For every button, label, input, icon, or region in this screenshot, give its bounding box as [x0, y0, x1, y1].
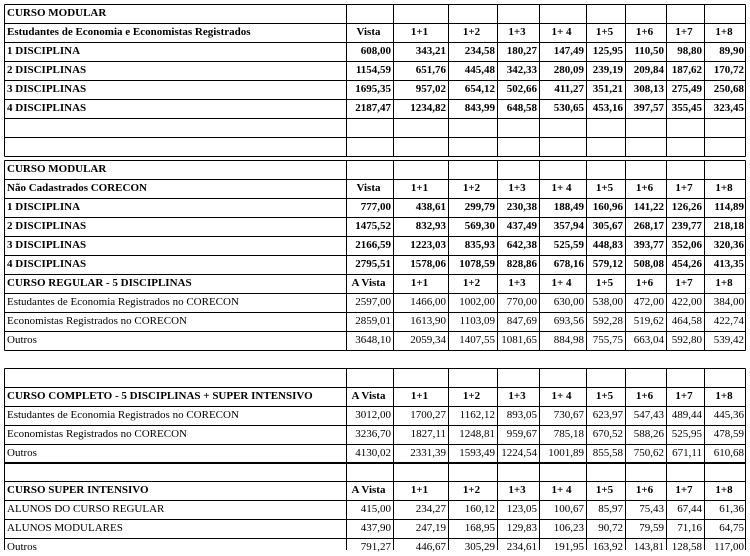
row-label: 3 DISCIPLINAS: [7, 239, 87, 251]
price-cell: 85,97: [598, 503, 623, 515]
price-cell: 250,68: [713, 83, 744, 95]
section-title: CURSO SUPER INTENSIVO: [7, 484, 149, 496]
price-cell: 160,12: [464, 503, 495, 515]
price-cell: 579,12: [592, 258, 623, 270]
price-cell: 129,83: [506, 522, 537, 534]
price-cell: 234,58: [464, 45, 495, 57]
price-cell: 791,27: [360, 541, 391, 553]
price-cell: 280,09: [553, 64, 584, 76]
price-cell: 2859,01: [355, 315, 391, 327]
column-header: 1+1: [410, 277, 429, 289]
price-cell: 1103,09: [459, 315, 495, 327]
price-cell: 884,98: [553, 334, 584, 346]
column-header: 1+ 4: [551, 182, 572, 194]
price-cell: 422,74: [713, 315, 744, 327]
price-cell: 608,00: [360, 45, 391, 57]
price-cell: 343,21: [415, 45, 446, 57]
price-cell: 230,38: [506, 201, 537, 213]
row-label: Economistas Registrados no CORECON: [7, 428, 187, 440]
price-cell: 1466,00: [410, 296, 446, 308]
price-cell: 218,18: [713, 220, 744, 232]
price-cell: 1223,03: [410, 239, 446, 251]
row-label: ALUNOS DO CURSO REGULAR: [7, 503, 165, 515]
column-header: 1+7: [675, 182, 693, 194]
price-cell: 437,90: [360, 522, 391, 534]
row-label: Economistas Registrados no CORECON: [7, 315, 187, 327]
price-cell: 855,58: [592, 447, 623, 459]
price-cell: 305,29: [464, 541, 495, 553]
column-header: 1+6: [635, 277, 654, 289]
price-cell: 117,00: [714, 541, 744, 553]
column-header: 1+ 4: [551, 277, 572, 289]
column-header: 1+7: [675, 390, 693, 402]
price-cell: 110,50: [634, 45, 664, 57]
price-cell: 828,86: [506, 258, 537, 270]
price-cell: 397,57: [633, 102, 664, 114]
price-cell: 893,05: [506, 409, 537, 421]
column-header: 1+2: [462, 484, 481, 496]
column-header: 1+8: [715, 182, 733, 194]
price-cell: 61,36: [719, 503, 744, 515]
column-header: 1+1: [410, 390, 429, 402]
price-cell: 4130,02: [355, 447, 391, 459]
price-cell: 770,00: [506, 296, 537, 308]
column-header: 1+6: [635, 26, 654, 38]
price-cell: 654,12: [464, 83, 495, 95]
price-cell: 143,81: [633, 541, 664, 553]
price-cell: 538,00: [592, 296, 623, 308]
price-cell: 357,94: [553, 220, 584, 232]
column-header: A Vista: [351, 484, 386, 496]
price-cell: 446,67: [415, 541, 446, 553]
column-header: A Vista: [351, 277, 386, 289]
price-cell: 530,65: [553, 102, 584, 114]
price-cell: 663,04: [633, 334, 664, 346]
price-cell: 209,84: [633, 64, 664, 76]
price-cell: 508,08: [633, 258, 664, 270]
row-label: 1 DISCIPLINA: [7, 201, 81, 213]
price-cell: 678,16: [553, 258, 584, 270]
price-cell: 323,45: [713, 102, 744, 114]
price-cell: 1475,52: [355, 220, 391, 232]
column-header: 1+8: [715, 390, 733, 402]
price-table: [4, 4, 746, 553]
column-header: 1+6: [635, 484, 654, 496]
price-cell: 191,95: [553, 541, 584, 553]
price-cell: 351,21: [592, 83, 623, 95]
column-header: 1+2: [462, 26, 481, 38]
price-cell: 502,66: [506, 83, 537, 95]
price-cell: 89,90: [719, 45, 744, 57]
price-cell: 642,38: [506, 239, 537, 251]
column-header: 1+7: [675, 26, 693, 38]
price-cell: 610,68: [713, 447, 744, 459]
price-cell: 750,62: [633, 447, 664, 459]
price-cell: 445,36: [713, 409, 744, 421]
price-cell: 98,80: [677, 45, 702, 57]
price-cell: 847,69: [506, 315, 537, 327]
price-cell: 125,95: [592, 45, 623, 57]
section-title: CURSO COMPLETO - 5 DISCIPLINAS + SUPER INTENSIVO: [7, 390, 313, 402]
price-cell: 239,19: [592, 64, 623, 76]
price-cell: 1407,55: [459, 334, 495, 346]
section-subtitle: Não Cadastrados CORECON: [7, 182, 147, 194]
row-label: 4 DISCIPLINAS: [7, 102, 87, 114]
column-header: A Vista: [351, 390, 386, 402]
price-cell: 163,92: [592, 541, 623, 553]
row-label: 2 DISCIPLINAS: [7, 220, 87, 232]
price-cell: 128,58: [671, 541, 702, 553]
price-cell: 355,45: [671, 102, 702, 114]
price-cell: 1224,54: [501, 447, 537, 459]
price-cell: 453,16: [592, 102, 623, 114]
price-cell: 1002,00: [459, 296, 495, 308]
price-cell: 547,43: [633, 409, 664, 421]
column-header: 1+6: [635, 182, 654, 194]
price-cell: 438,61: [415, 201, 446, 213]
price-cell: 2187,47: [355, 102, 391, 114]
price-cell: 1162,12: [459, 409, 495, 421]
section-title: CURSO REGULAR - 5 DISCIPLINAS: [7, 277, 192, 289]
price-cell: 835,93: [464, 239, 495, 251]
price-cell: 437,49: [506, 220, 537, 232]
column-header: 1+8: [715, 277, 733, 289]
price-cell: 648,58: [506, 102, 537, 114]
price-cell: 957,02: [415, 83, 446, 95]
price-cell: 959,67: [506, 428, 537, 440]
price-cell: 413,35: [713, 258, 744, 270]
price-cell: 188,49: [553, 201, 584, 213]
column-header: 1+6: [635, 390, 654, 402]
price-cell: 569,30: [464, 220, 495, 232]
price-cell: 411,27: [554, 83, 584, 95]
price-cell: 588,26: [633, 428, 664, 440]
price-cell: 630,00: [553, 296, 584, 308]
price-cell: 393,77: [633, 239, 664, 251]
price-cell: 384,00: [713, 296, 744, 308]
price-cell: 777,00: [360, 201, 391, 213]
price-cell: 170,72: [713, 64, 744, 76]
column-header: 1+ 4: [551, 484, 572, 496]
price-cell: 90,72: [598, 522, 623, 534]
column-header: 1+1: [410, 26, 429, 38]
price-cell: 525,95: [671, 428, 702, 440]
price-cell: 730,67: [553, 409, 584, 421]
price-cell: 1700,27: [410, 409, 446, 421]
price-cell: 2795,51: [355, 258, 391, 270]
price-cell: 489,44: [671, 409, 702, 421]
price-cell: 651,76: [415, 64, 446, 76]
price-cell: 106,23: [553, 522, 584, 534]
price-cell: 147,49: [553, 45, 584, 57]
column-header: 1+5: [595, 277, 614, 289]
column-header: 1+7: [675, 484, 693, 496]
price-cell: 519,62: [633, 315, 664, 327]
row-label: 4 DISCIPLINAS: [7, 258, 87, 270]
column-header: 1+5: [595, 26, 614, 38]
column-header: 1+3: [508, 277, 526, 289]
price-cell: 472,00: [633, 296, 664, 308]
price-cell: 2331,39: [410, 447, 446, 459]
price-cell: 234,27: [415, 503, 446, 515]
row-label: Outros: [7, 541, 37, 553]
price-cell: 71,16: [677, 522, 702, 534]
column-header: 1+8: [715, 26, 733, 38]
price-cell: 2166,59: [355, 239, 391, 251]
column-header: 1+5: [595, 182, 614, 194]
price-cell: 1154,59: [355, 64, 391, 76]
column-header: 1+2: [462, 277, 481, 289]
price-cell: 299,79: [464, 201, 495, 213]
column-header: 1+5: [595, 484, 614, 496]
price-cell: 478,59: [713, 428, 744, 440]
column-header: 1+3: [508, 484, 526, 496]
price-cell: 755,75: [592, 334, 623, 346]
price-cell: 671,11: [672, 447, 702, 459]
price-cell: 305,67: [592, 220, 623, 232]
price-cell: 160,96: [592, 201, 623, 213]
price-cell: 670,52: [592, 428, 623, 440]
price-cell: 3236,70: [355, 428, 391, 440]
price-cell: 832,93: [415, 220, 446, 232]
price-cell: 539,42: [713, 334, 744, 346]
price-cell: 1001,89: [548, 447, 584, 459]
price-cell: 247,19: [415, 522, 446, 534]
price-cell: 422,00: [671, 296, 702, 308]
price-cell: 415,00: [360, 503, 391, 515]
section-title: CURSO MODULAR: [7, 7, 107, 19]
price-cell: 1578,06: [410, 258, 446, 270]
column-header: 1+ 4: [551, 390, 572, 402]
column-header: 1+5: [595, 390, 614, 402]
price-cell: 464,58: [671, 315, 702, 327]
row-label: Outros: [7, 447, 37, 459]
price-cell: 785,18: [553, 428, 584, 440]
column-header: 1+1: [410, 182, 429, 194]
price-cell: 2059,34: [410, 334, 446, 346]
price-cell: 234,61: [506, 541, 537, 553]
price-cell: 1593,49: [459, 447, 495, 459]
column-header: 1+7: [675, 277, 693, 289]
price-cell: 454,26: [671, 258, 702, 270]
column-header: 1+3: [508, 390, 526, 402]
section-subtitle: Estudantes de Economia e Economistas Registrados: [7, 26, 251, 38]
price-cell: 623,97: [592, 409, 623, 421]
price-cell: 180,27: [506, 45, 537, 57]
price-cell: 1613,90: [410, 315, 446, 327]
price-cell: 100,67: [553, 503, 584, 515]
price-cell: 275,49: [671, 83, 702, 95]
price-cell: 239,77: [671, 220, 702, 232]
column-header: Vista: [356, 182, 381, 194]
price-cell: 693,56: [553, 315, 584, 327]
price-cell: 126,26: [671, 201, 702, 213]
price-cell: 1827,11: [410, 428, 446, 440]
price-cell: 67,44: [677, 503, 702, 515]
column-header: 1+3: [508, 182, 526, 194]
price-cell: 1078,59: [459, 258, 495, 270]
row-label: 1 DISCIPLINA: [7, 45, 81, 57]
section-title: CURSO MODULAR: [7, 163, 107, 175]
price-cell: 268,17: [633, 220, 664, 232]
row-label: 2 DISCIPLINAS: [7, 64, 87, 76]
price-cell: 320,36: [713, 239, 744, 251]
price-cell: 64,75: [719, 522, 744, 534]
price-cell: 1248,81: [459, 428, 495, 440]
price-cell: 843,99: [464, 102, 495, 114]
price-cell: 592,80: [671, 334, 702, 346]
row-label: Outros: [7, 334, 37, 346]
price-cell: 1695,35: [355, 83, 391, 95]
price-cell: 187,62: [671, 64, 702, 76]
price-cell: 2597,00: [355, 296, 391, 308]
price-cell: 114,89: [714, 201, 744, 213]
column-header: 1+1: [410, 484, 429, 496]
column-header: Vista: [356, 26, 381, 38]
column-header: 1+3: [508, 26, 526, 38]
price-cell: 79,59: [639, 522, 664, 534]
price-cell: 1234,82: [410, 102, 446, 114]
price-cell: 592,28: [592, 315, 623, 327]
row-label: Estudantes de Economia Registrados no CORECON: [7, 296, 239, 308]
price-cell: 525,59: [553, 239, 584, 251]
price-cell: 75,43: [639, 503, 664, 515]
price-cell: 123,05: [506, 503, 537, 515]
column-header: 1+2: [462, 390, 481, 402]
price-cell: 308,13: [633, 83, 664, 95]
price-cell: 141,22: [633, 201, 664, 213]
row-label: ALUNOS MODULARES: [7, 522, 123, 534]
price-cell: 445,48: [464, 64, 495, 76]
row-label: 3 DISCIPLINAS: [7, 83, 87, 95]
price-cell: 168,95: [464, 522, 495, 534]
price-cell: 448,83: [592, 239, 623, 251]
price-cell: 342,33: [506, 64, 537, 76]
price-cell: 3648,10: [355, 334, 391, 346]
column-header: 1+ 4: [551, 26, 572, 38]
price-cell: 1081,65: [501, 334, 537, 346]
price-cell: 3012,00: [355, 409, 391, 421]
column-header: 1+2: [462, 182, 481, 194]
price-cell: 352,06: [671, 239, 702, 251]
column-header: 1+8: [715, 484, 733, 496]
row-label: Estudantes de Economia Registrados no CORECON: [7, 409, 239, 421]
